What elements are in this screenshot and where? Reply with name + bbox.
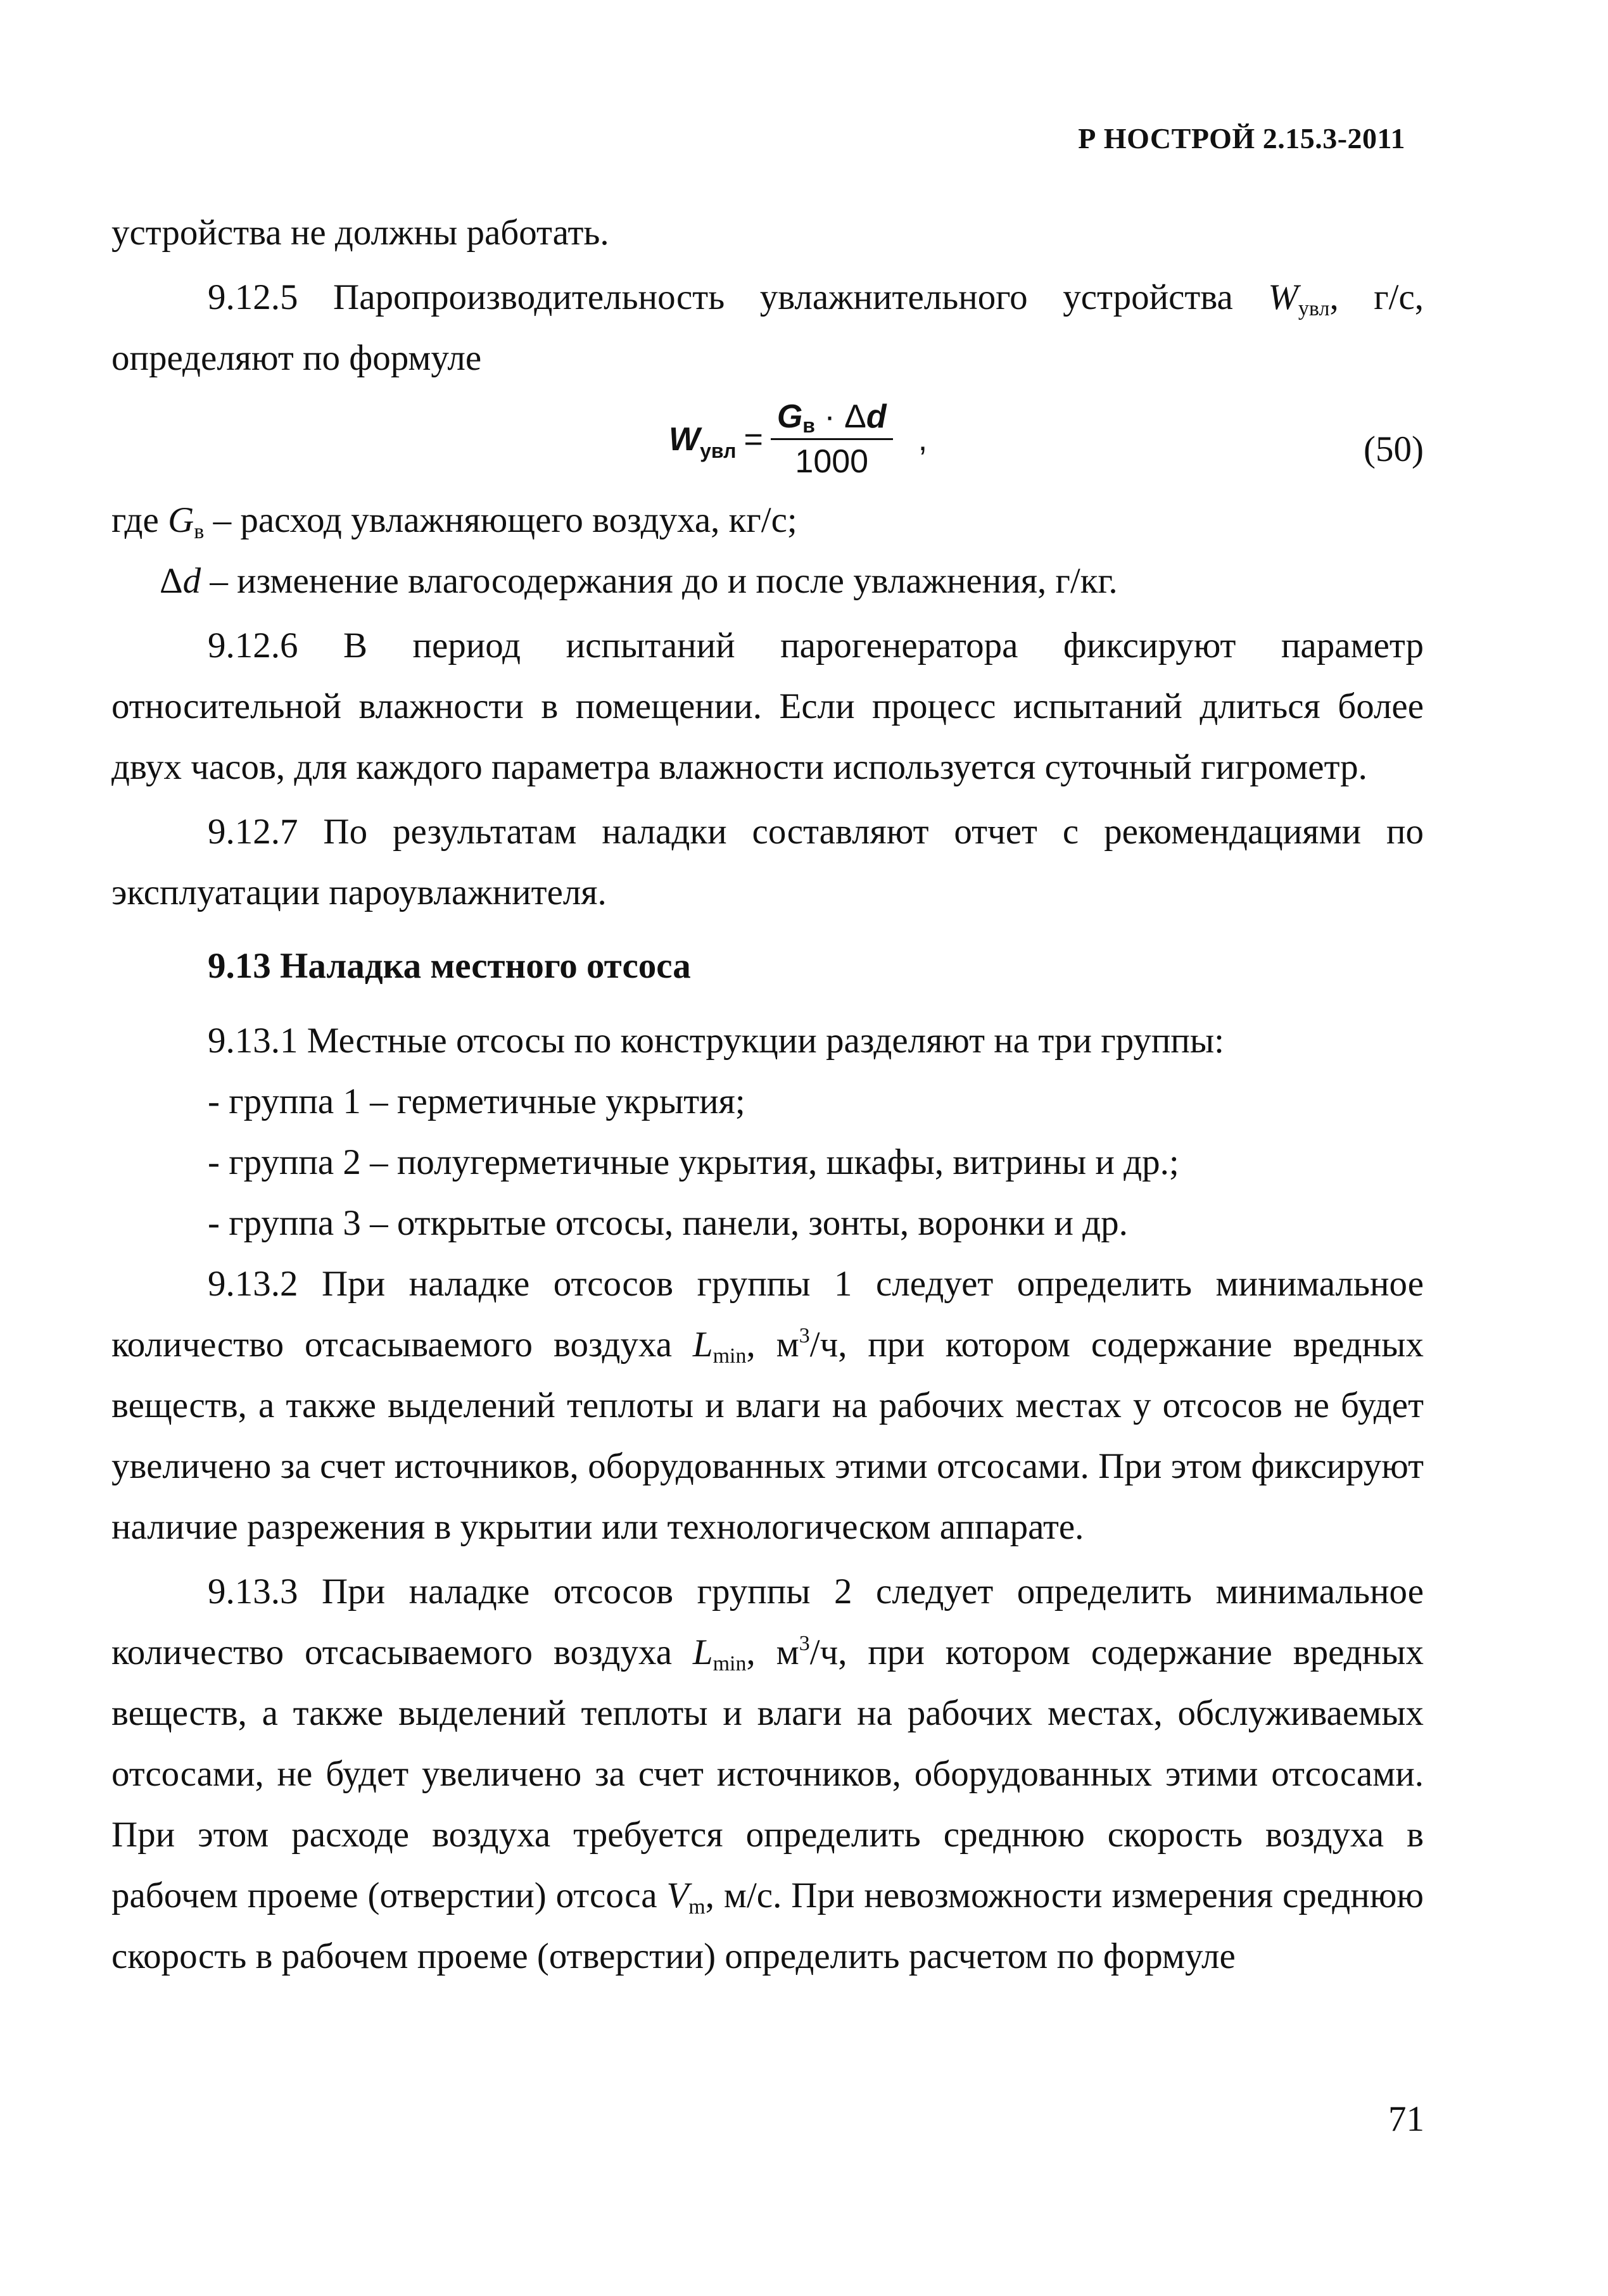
where-line-delta: Δd – изменение влагосодержания до и после увлажнения, г/кг. [160,561,1118,601]
body-text [111,203,1424,1987]
paragraph-9-12-7: 9.12.7 По результатам наладки составляют отчет с рекомендациями по эксплуатации пароувлажнителя. [111,812,1424,912]
document-code-header: Р НОСТРОЙ 2.15.3-2011 [1078,122,1405,155]
formula-number: (50) [1364,429,1424,469]
paragraph-9-13-3: 9.13.3 При наладке отсосов группы 2 следует определить минимальное количество отсасываемого воздуха $L_{min}$, $м^3/ч$, при котором содержание вредных веществ, а также выделений теплоты и влаги на рабочих местах, обслуживаемых отсосами, не будет увеличено за счет источников, оборудованных этими отсосами. При этом расходе воздуха требуется определить среднюю скорость воздуха в рабочем проеме (отверстии) отсоса $V_m$, м/с. При невозможности измерения среднюю скорость в рабочем проеме (отверстии) определить расчетом по формуле [111,1572,1424,1976]
page-number: 71 [1388,2099,1424,2139]
list-item: - группа 2 – полугерметичные укрытия, шкафы, витрины и др.; [208,1142,1179,1182]
paragraph-continuation: устройства не должны работать. [111,213,609,253]
paragraph-9-13-1: 9.13.1 Местные отсосы по конструкции разделяют на три группы: [208,1021,1224,1061]
formula-expression [669,398,927,481]
formula-comma: , [918,420,928,458]
list-item: - группа 3 – открытые отсосы, панели, зонты, воронки и др. [208,1203,1128,1243]
formula-numerator: $G_в \cdot \Delta d$ [771,398,893,440]
paragraph-9-12-5: 9.12.5 Паропроизводительность увлажнительного устройства $W_{увл}$, г/с, определяют по формуле [111,277,1424,378]
paragraph-9-12-6: 9.12.6 В период испытаний парогенератора фиксируют параметр относительной влажности в помещении. Если процесс испытаний длиться более двух часов, для каждого параметра влажности используется суточный гигрометр. [111,626,1424,787]
formula-lhs: $W_{увл}$ [669,420,737,462]
list-item: - группа 1 – герметичные укрытия; [208,1082,745,1121]
formula-fraction [771,398,893,481]
paragraph-9-13-2: 9.13.2 При наладке отсосов группы 1 следует определить минимальное количество отсасываемого воздуха $L_{min}$, $м^3/ч$, при котором содержание вредных веществ, а также выделений теплоты и влаги на рабочих местах у отсосов не будет увеличено за счет источников, оборудованных этими отсосами. При этом фиксируют наличие разрежения в укрытии или технологическом аппарате. [111,1264,1424,1547]
formula-50 [111,389,1424,490]
where-line-g: где $G_в$ – расход увлажняющего воздуха, кг/с; [111,500,797,543]
section-heading-9-13: 9.13 Наладка местного отсоса [208,946,691,986]
formula-denominator: 1000 [795,443,869,480]
formula-equals: = [744,420,763,458]
